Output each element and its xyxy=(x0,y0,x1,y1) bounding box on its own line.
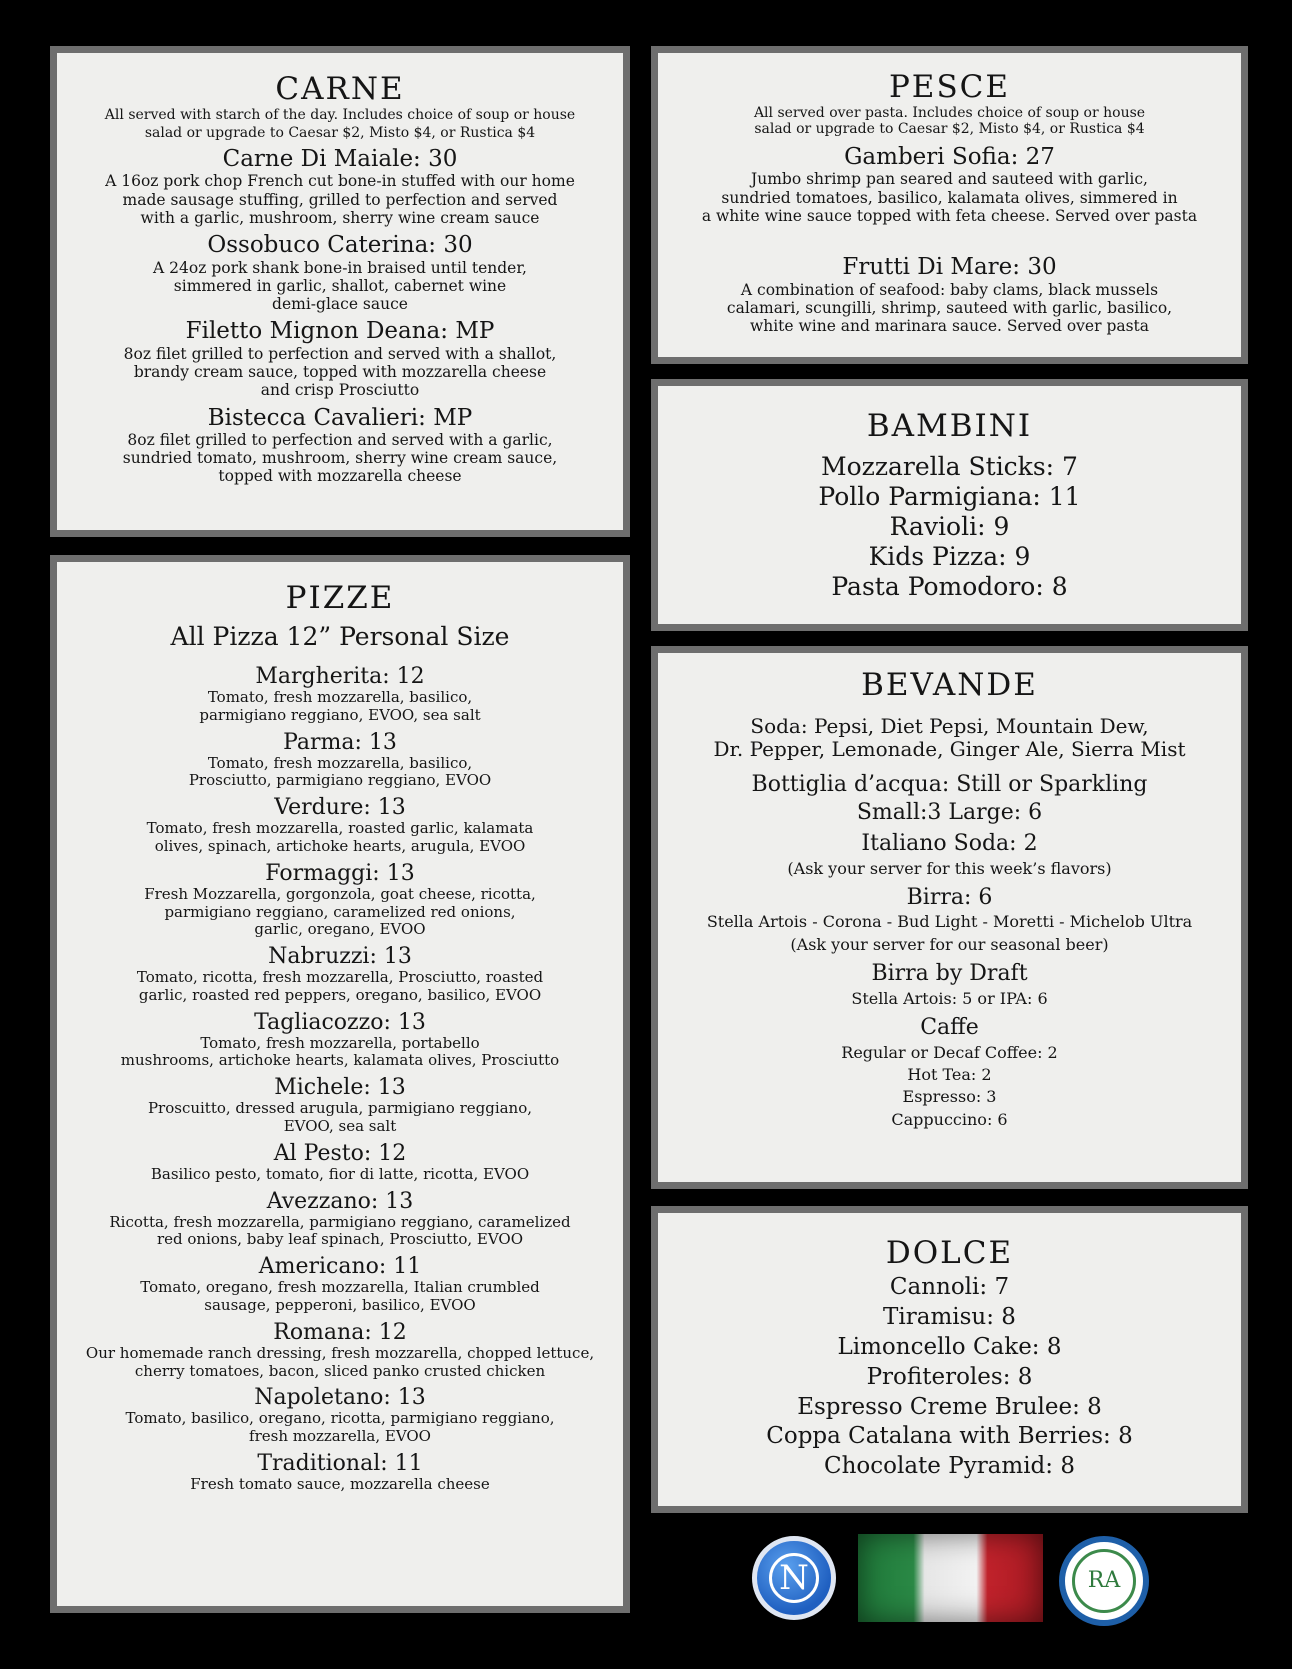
item-name: Formaggi: 13 xyxy=(265,860,415,886)
list-item: Kids Pizza: 9 xyxy=(868,542,1031,571)
carne-note-1: All served with starch of the day. Includes choice of soup or house xyxy=(104,107,576,123)
item-name: Carne Di Maiale: 30 xyxy=(222,146,458,173)
ra-seal-logo xyxy=(1059,1536,1149,1626)
item-name: Tagliacozzo: 13 xyxy=(254,1009,426,1035)
item-desc: garlic, roasted red peppers, oregano, basilico, EVOO xyxy=(138,985,542,1004)
item-name: Michele: 13 xyxy=(274,1075,406,1101)
soda-line: Dr. Pepper, Lemonade, Ginger Ale, Sierra Mist xyxy=(713,737,1186,761)
list-item: Cannoli: 7 xyxy=(889,1274,1010,1300)
list-item: Profiteroles: 8 xyxy=(866,1363,1033,1390)
birra-list: Stella Artois - Corona - Bud Light - Moretti - Michelob Ultra xyxy=(706,912,1193,932)
ra-seal-letters: RA xyxy=(1072,1549,1136,1613)
item-name: Nabruzzi: 13 xyxy=(268,943,412,969)
birra-title: Birra: 6 xyxy=(906,884,993,910)
item-desc: Tomato, fresh mozzarella, basilico, xyxy=(207,688,473,707)
item-desc: Tomato, basilico, oregano, ricotta, parmigiano reggiano, xyxy=(125,1409,555,1428)
item-desc: calamari, scungilli, shrimp, sauteed with garlic, basilico, xyxy=(726,298,1173,317)
dolce-panel xyxy=(651,1206,1248,1513)
pizze-title: PIZZE xyxy=(285,580,395,616)
menu-item xyxy=(75,1142,605,1184)
item-name: Avezzano: 13 xyxy=(266,1188,414,1214)
item-desc: brandy cream sauce, topped with mozzarella cheese xyxy=(133,363,547,382)
napoli-logo xyxy=(752,1536,836,1620)
italian-flag-image xyxy=(858,1534,1043,1622)
pizze-panel xyxy=(50,555,630,1613)
item-desc: simmered in garlic, shallot, cabernet wine xyxy=(173,276,507,295)
list-item: Espresso Creme Brulee: 8 xyxy=(797,1393,1102,1420)
item-desc: and crisp Prosciutto xyxy=(260,381,420,400)
spacer xyxy=(674,225,1225,247)
italiano-soda: Italiano Soda: 2 xyxy=(861,831,1038,856)
pesce-note-2: salad or upgrade to Caesar $2, Misto $4, or Rustica $4 xyxy=(754,121,1145,138)
menu-item xyxy=(75,1321,605,1381)
item-desc: Prosciutto, parmigiano reggiano, EVOO xyxy=(188,771,492,790)
item-name: Traditional: 11 xyxy=(257,1450,423,1476)
item-desc: a white wine sauce topped with feta cheese. Served over pasta xyxy=(701,207,1198,226)
item-name: Al Pesto: 12 xyxy=(273,1140,407,1166)
list-item: Chocolate Pyramid: 8 xyxy=(824,1453,1075,1480)
water-sizes: Small:3 Large: 6 xyxy=(856,799,1043,825)
item-name: Filetto Mignon Deana: MP xyxy=(185,318,495,345)
item-desc: A 16oz pork chop French cut bone-in stuffed with our home xyxy=(105,172,575,191)
menu-item xyxy=(674,255,1225,335)
caffe-item: Espresso: 3 xyxy=(902,1087,997,1107)
item-desc: Jumbo shrimp pan seared and sauteed with garlic, xyxy=(751,170,1148,189)
bambini-panel xyxy=(651,379,1248,631)
napoli-logo-letter: N xyxy=(769,1553,819,1603)
item-name: Ossobuco Caterina: 30 xyxy=(207,232,473,259)
item-name: Gamberi Sofia: 27 xyxy=(844,144,1055,171)
item-desc: white wine and marinara sauce. Served over pasta xyxy=(749,317,1150,336)
list-item: Pollo Parmigiana: 11 xyxy=(818,482,1081,511)
menu-item xyxy=(75,1190,605,1250)
soda-line: Soda: Pepsi, Diet Pepsi, Mountain Dew, xyxy=(750,714,1149,738)
carne-note-2: salad or upgrade to Caesar $2, Misto $4, or Rustica $4 xyxy=(144,125,536,142)
item-desc: Basilico pesto, tomato, fior di latte, ricotta, EVOO xyxy=(150,1164,530,1183)
item-desc: Tomato, ricotta, fresh mozzarella, Prosciutto, roasted xyxy=(136,968,544,987)
item-desc: made sausage stuffing, grilled to perfection and served xyxy=(122,190,558,209)
menu-item xyxy=(75,945,605,1005)
caffe-item: Regular or Decaf Coffee: 2 xyxy=(841,1042,1058,1062)
item-desc: Tomato, fresh mozzarella, basilico, xyxy=(207,753,473,772)
pizze-subtitle: All Pizza 12” Personal Size xyxy=(170,622,510,651)
bevande-title: BEVANDE xyxy=(861,667,1038,703)
item-desc: sundried tomatoes, basilico, kalamata olives, simmered in xyxy=(721,188,1178,207)
item-desc: Our homemade ranch dressing, fresh mozzarella, chopped lettuce, xyxy=(85,1343,595,1362)
item-desc: EVOO, sea salt xyxy=(283,1116,397,1135)
caffe-item: Hot Tea: 2 xyxy=(907,1064,992,1084)
italiano-note: (Ask your server for this week’s flavors) xyxy=(787,858,1112,878)
menu-item xyxy=(75,233,605,313)
list-item: Pasta Pomodoro: 8 xyxy=(831,572,1068,601)
item-name: Parma: 13 xyxy=(283,729,397,755)
menu-item xyxy=(75,731,605,791)
item-desc: Proscuitto, dressed arugula, parmigiano reggiano, xyxy=(147,1099,533,1118)
menu-item xyxy=(75,1452,605,1494)
menu-item xyxy=(75,1255,605,1315)
item-desc: Fresh tomato sauce, mozzarella cheese xyxy=(190,1474,490,1493)
item-desc: A combination of seafood: baby clams, black mussels xyxy=(740,280,1159,299)
item-desc: Tomato, fresh mozzarella, roasted garlic, kalamata xyxy=(146,819,534,838)
menu-item xyxy=(75,796,605,856)
item-desc: cherry tomatoes, bacon, sliced panko crusted chicken xyxy=(134,1361,546,1380)
pesce-note-1: All served over pasta. Includes choice of soup or house xyxy=(753,105,1146,121)
item-desc: Fresh Mozzarella, gorgonzola, goat cheese, ricotta, xyxy=(144,884,536,903)
bevande-panel xyxy=(651,646,1248,1189)
item-desc: parmigiano reggiano, EVOO, sea salt xyxy=(199,705,481,724)
item-desc: sausage, pepperoni, basilico, EVOO xyxy=(204,1295,476,1314)
menu-item xyxy=(674,145,1225,225)
item-desc: mushrooms, artichoke hearts, kalamata olives, Prosciutto xyxy=(120,1051,560,1070)
item-desc: demi-glace sauce xyxy=(272,295,408,314)
item-desc: topped with mozzarella cheese xyxy=(218,467,462,486)
item-name: Romana: 12 xyxy=(273,1319,407,1345)
list-item: Mozzarella Sticks: 7 xyxy=(821,452,1078,481)
caffe-title: Caffe xyxy=(920,1015,979,1041)
item-desc: sundried tomato, mushroom, sherry wine cream sauce, xyxy=(122,449,558,468)
item-desc: garlic, oregano, EVOO xyxy=(254,920,426,939)
list-item: Limoncello Cake: 8 xyxy=(837,1333,1062,1360)
menu-item xyxy=(75,147,605,227)
item-name: Napoletano: 13 xyxy=(254,1385,426,1411)
pesce-title: PESCE xyxy=(888,69,1011,105)
water-title: Bottiglia d’acqua: Still or Sparkling xyxy=(751,772,1148,797)
item-name: Verdure: 13 xyxy=(274,795,406,821)
carne-panel xyxy=(50,46,630,537)
item-desc: with a garlic, mushroom, sherry wine cream sauce xyxy=(140,209,540,228)
item-desc: olives, spinach, artichoke hearts, arugula, EVOO xyxy=(154,837,526,855)
item-desc: A 24oz pork shank bone-in braised until tender, xyxy=(153,258,527,277)
birra-note: (Ask your server for our seasonal beer) xyxy=(790,934,1109,954)
bambini-title: BAMBINI xyxy=(866,408,1033,444)
item-desc: 8oz filet grilled to perfection and served with a shallot, xyxy=(123,344,557,363)
pesce-panel xyxy=(651,46,1248,364)
menu-item xyxy=(75,406,605,486)
dolce-title: DOLCE xyxy=(885,1235,1014,1271)
draft-list: Stella Artois: 5 or IPA: 6 xyxy=(851,988,1048,1008)
soda-block xyxy=(674,715,1225,761)
menu-item xyxy=(75,319,605,399)
item-name: Frutti Di Mare: 30 xyxy=(842,254,1057,281)
item-name: Americano: 11 xyxy=(258,1254,422,1280)
item-desc: Tomato, fresh mozzarella, portabello xyxy=(200,1033,480,1052)
menu-item xyxy=(75,665,605,725)
item-name: Margherita: 12 xyxy=(255,664,425,689)
item-desc: fresh mozzarella, EVOO xyxy=(249,1427,431,1446)
item-desc: 8oz filet grilled to perfection and served with a garlic, xyxy=(127,430,553,449)
list-item: Coppa Catalana with Berries: 8 xyxy=(766,1423,1133,1450)
item-name: Bistecca Cavalieri: MP xyxy=(207,404,473,431)
menu-item xyxy=(75,1076,605,1136)
item-desc: red onions, baby leaf spinach, Prosciutto, EVOO xyxy=(156,1230,524,1249)
menu-item xyxy=(75,862,605,939)
draft-title: Birra by Draft xyxy=(871,961,1028,987)
item-desc: parmigiano reggiano, caramelized red onions, xyxy=(164,902,516,921)
menu-item xyxy=(75,1386,605,1446)
item-desc: Ricotta, fresh mozzarella, parmigiano reggiano, caramelized xyxy=(109,1212,571,1231)
item-desc: Tomato, oregano, fresh mozzarella, Italian crumbled xyxy=(140,1278,540,1297)
list-item: Ravioli: 9 xyxy=(889,512,1010,541)
caffe-item: Cappuccino: 6 xyxy=(891,1109,1008,1129)
menu-item xyxy=(75,1011,605,1071)
carne-title: CARNE xyxy=(275,71,405,107)
list-item: Tiramisu: 8 xyxy=(883,1303,1016,1330)
